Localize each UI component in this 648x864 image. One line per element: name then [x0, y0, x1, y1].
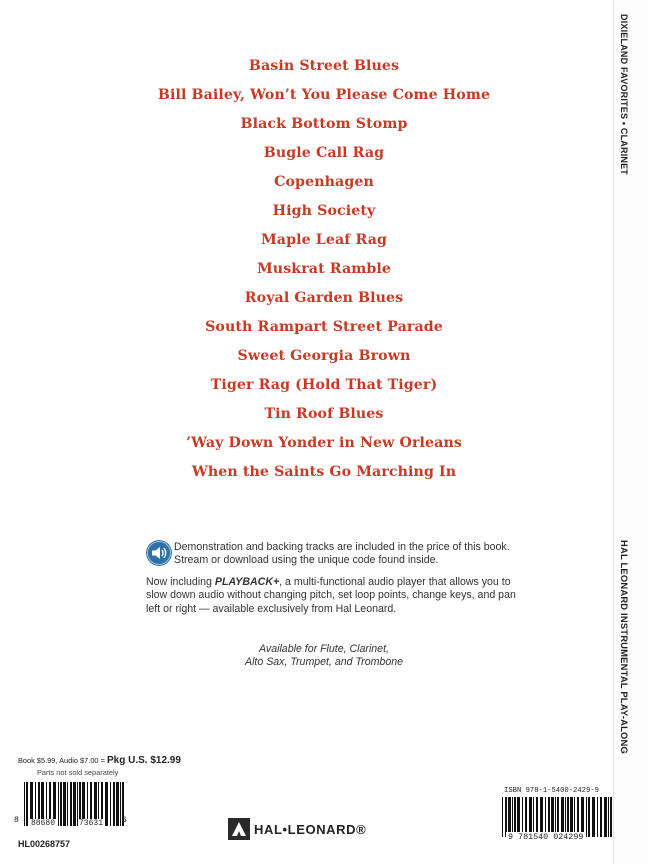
- song-title: Basin Street Blues: [248, 58, 400, 74]
- barcode-bar: [570, 797, 573, 837]
- barcode-bar: [588, 797, 590, 837]
- barcode-bar: [73, 782, 76, 826]
- barcode-bar: [592, 797, 595, 837]
- isbn-digits: 9 781540 024299: [508, 832, 584, 842]
- availability-note: Available for Flute, Clarinet, Alto Sax, Trumpet, and Trombone: [245, 643, 403, 669]
- barcode-bar: [567, 797, 569, 837]
- audio-description: Demonstration and backing tracks are included in the price of this book. Stream or download using the unique code found inside.: [174, 541, 510, 567]
- barcode-bar: [561, 797, 564, 837]
- barcode-bar: [586, 797, 587, 837]
- song-title: Sweet Georgia Brown: [237, 348, 411, 364]
- upc-first-digit: 8: [14, 816, 19, 825]
- barcode-bar: [105, 782, 108, 826]
- upc-left-group: 88680: [31, 819, 56, 828]
- song-title: Copenhagen: [274, 174, 374, 190]
- barcode-bar: [581, 797, 584, 837]
- song-title: South Rampart Street Parade: [205, 319, 443, 335]
- isbn-label: ISBN 978-1-5400-2429-9: [504, 787, 599, 795]
- barcode-bar: [512, 797, 513, 837]
- upc-check-digit: 6: [122, 816, 127, 825]
- barcode-bar: [597, 797, 598, 837]
- barcode-bar: [58, 782, 59, 826]
- barcode-bar: [551, 797, 554, 837]
- barcode-bar: [529, 797, 532, 837]
- barcode-bar: [525, 797, 527, 837]
- song-title: Tin Roof Blues: [264, 406, 384, 422]
- song-title: High Society: [272, 203, 376, 219]
- barcode-bar: [577, 797, 579, 837]
- barcode-bar: [63, 782, 66, 826]
- song-title: Tiger Rag (Hold That Tiger): [210, 377, 438, 393]
- barcode-bar: [557, 797, 559, 837]
- barcode-bar: [533, 797, 534, 837]
- barcode-bar: [610, 797, 612, 837]
- spine-series: HAL LEONARD INSTRUMENTAL PLAY-ALONG: [619, 540, 630, 754]
- barcode-bar: [555, 797, 556, 837]
- barcode-bar: [604, 797, 607, 837]
- product-code: HL00268757: [18, 839, 71, 849]
- barcode-bar: [24, 782, 25, 826]
- barcode-bar: [514, 797, 516, 837]
- barcode-bar: [60, 782, 62, 826]
- barcode-bar: [116, 782, 119, 826]
- song-title: Royal Garden Blues: [244, 290, 404, 306]
- song-title: Maple Leaf Rag: [260, 232, 388, 248]
- barcode-bar: [120, 782, 121, 826]
- publisher-logo-text: HAL•LEONARD®: [254, 822, 367, 837]
- playback-brand: PLAYBACK+: [214, 576, 280, 588]
- barcode-bar: [508, 797, 511, 837]
- barcode-bar: [545, 797, 546, 837]
- parts-note: Parts not sold separately: [37, 768, 119, 777]
- song-title: When the Saints Go Marching In: [191, 464, 457, 480]
- barcode-bar: [548, 797, 550, 837]
- barcode-bar: [600, 797, 602, 837]
- song-title: ’Way Down Yonder in New Orleans: [186, 435, 462, 451]
- barcode-bar: [110, 782, 111, 826]
- barcode-bar: [26, 782, 28, 826]
- upc-right-group: 73631: [79, 819, 104, 828]
- song-title: Black Bottom Stomp: [240, 116, 408, 132]
- barcode-bar: [67, 782, 68, 826]
- barcode-bar: [608, 797, 609, 837]
- barcode-bar: [517, 797, 520, 837]
- spine-title: DIXIELAND FAVORITES • CLARINET: [619, 14, 629, 175]
- barcode-bar: [574, 797, 575, 837]
- barcode-bar: [536, 797, 538, 837]
- song-title: Bugle Call Rag: [263, 145, 385, 161]
- barcode-bar: [540, 797, 543, 837]
- hal-leonard-logo-icon: [228, 818, 250, 840]
- barcode-bar: [113, 782, 115, 826]
- barcode-bar: [505, 797, 507, 837]
- song-title: Muskrat Ramble: [256, 261, 392, 277]
- song-title: Bill Bailey, Won’t You Please Come Home: [157, 87, 491, 103]
- barcode-bar: [502, 797, 503, 837]
- price-line: Book $5.99, Audio $7.00 = Pkg U.S. $12.99: [18, 755, 181, 766]
- barcode-bar: [565, 797, 566, 837]
- speaker-icon: [146, 540, 172, 566]
- barcode-bar: [522, 797, 523, 837]
- barcode-bar: [70, 782, 72, 826]
- playback-description: Now including PLAYBACK+, a multi-functional audio player that allows you to slow down audio without changing pitch, set loop points, change keys, and pan left or right — available exclusively from Hal Leonard.: [146, 576, 516, 615]
